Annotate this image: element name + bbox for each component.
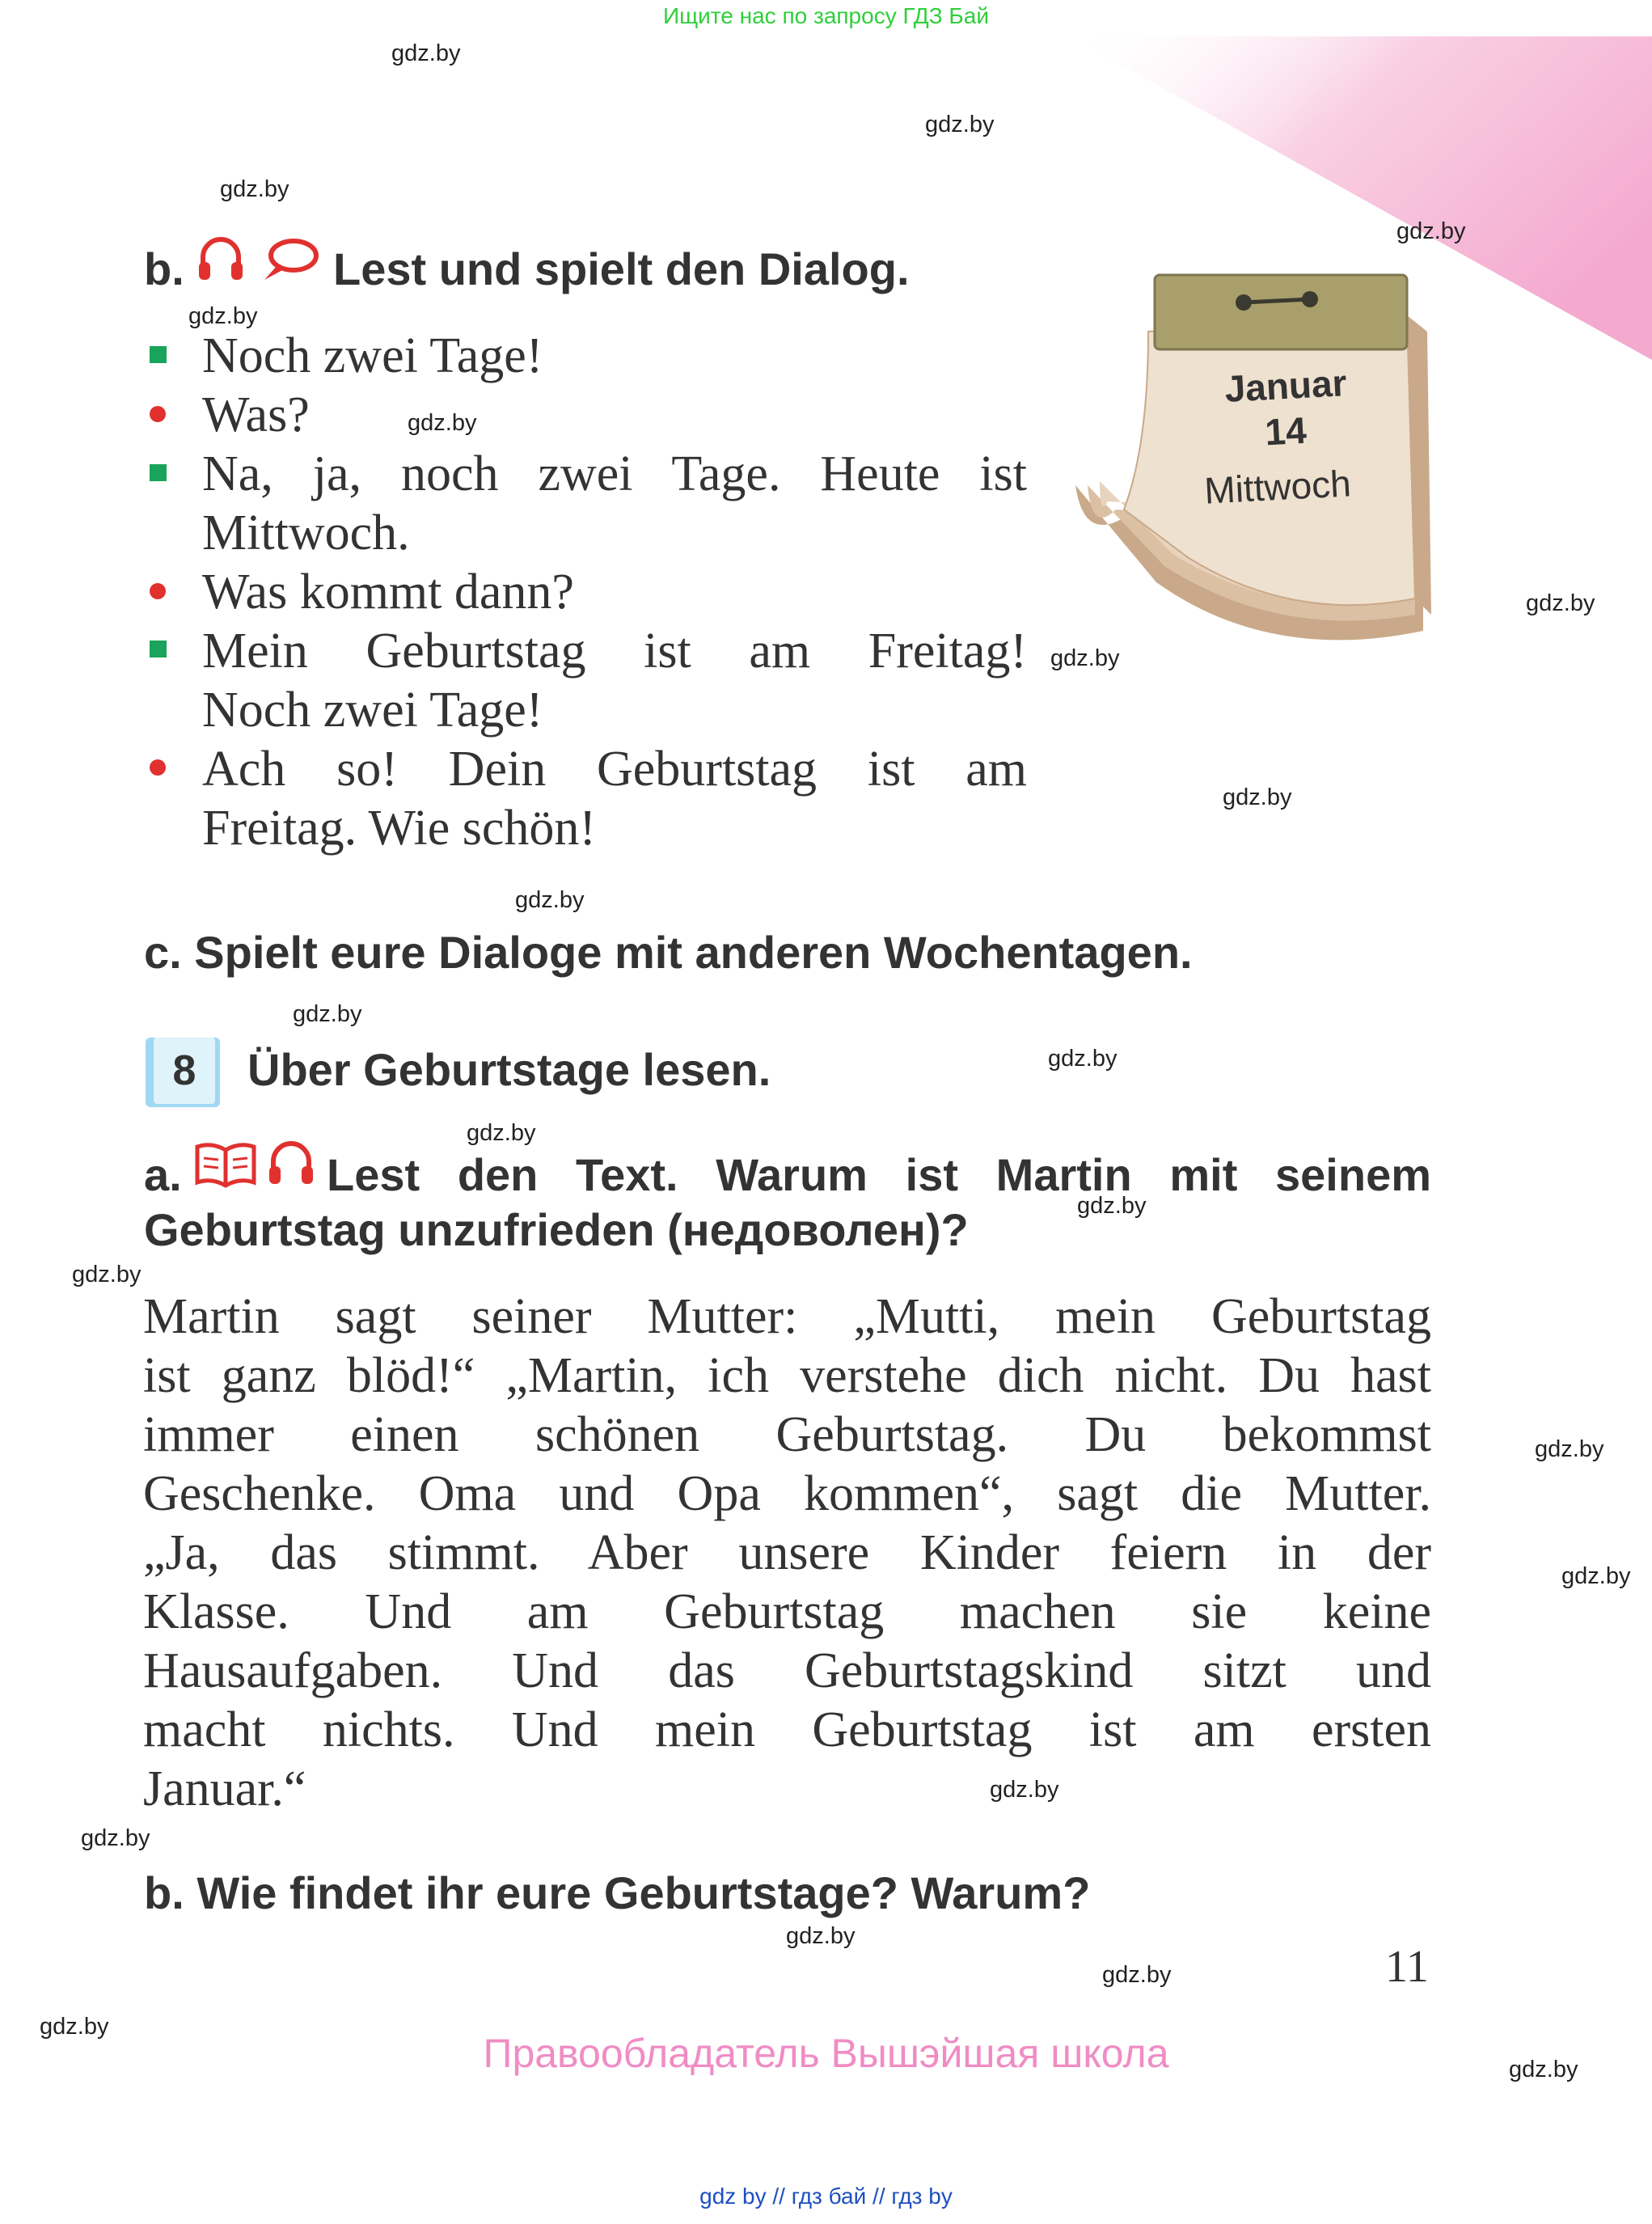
task-a-letter: a. — [144, 1149, 182, 1200]
exercise-title: Über Geburtstage lesen. — [247, 1044, 771, 1095]
exercise-number: 8 — [154, 1038, 215, 1104]
calendar-illustration — [1067, 243, 1439, 647]
reading-text-line: immer einen schönen Geburtstag. Du bekommst — [143, 1407, 1431, 1462]
task-a-question-line2: Geburtstag unzufrieden (недоволен)? — [144, 1204, 969, 1255]
calendar-month: Januar — [1223, 362, 1348, 410]
reading-text-line: Hausaufgaben. Und das Geburtstagskind sitzt und — [143, 1643, 1431, 1698]
task-b-letter: b. — [144, 243, 184, 294]
watermark: gdz.by — [1535, 1436, 1604, 1462]
page-number: 11 — [1385, 1942, 1429, 1992]
watermark: gdz.by — [40, 2014, 109, 2040]
reading-text-line: Klasse. Und am Geburtstag machen sie keine — [143, 1584, 1431, 1639]
watermark: gdz.by — [1396, 218, 1466, 244]
watermark: gdz.by — [515, 887, 585, 913]
dialog-line: Was kommt dann? — [202, 564, 574, 619]
headphones-icon — [196, 235, 245, 285]
task-a-question-line1: Lest den Text. Warum ist Martin mit seinem — [327, 1149, 1431, 1200]
task-b-title: Lest und spielt den Dialog. — [333, 243, 910, 294]
watermark: gdz.by — [1509, 2057, 1578, 2082]
bottom-links[interactable]: gdz by // гдз бай // гдз by — [699, 2184, 953, 2209]
watermark: gdz.by — [220, 176, 289, 202]
watermark: gdz.by — [467, 1120, 536, 1146]
watermark: gdz.by — [786, 1923, 856, 1949]
watermark: gdz.by — [1102, 1962, 1172, 1988]
watermark: gdz.by — [293, 1001, 362, 1027]
speech-bubble-icon — [261, 236, 319, 283]
dialog-line: Mittwoch. — [202, 505, 410, 560]
dialog-line: Was? — [202, 387, 310, 442]
dialog-line: Noch zwei Tage! — [202, 683, 543, 738]
dialog-line: Na, ja, noch zwei Tage. Heute ist — [202, 446, 1027, 501]
bullet-dot-icon — [150, 406, 166, 422]
watermark: gdz.by — [1561, 1563, 1631, 1589]
reading-text-line: „Ja, das stimmt. Aber unsere Kinder feiern in der — [143, 1525, 1431, 1580]
calendar-weekday: Mittwoch — [1203, 462, 1352, 512]
dialog-line: Mein Geburtstag ist am Freitag! — [202, 624, 1027, 679]
watermark: gdz.by — [990, 1777, 1059, 1803]
dialog-line: Ach so! Dein Geburtstag ist am — [202, 742, 1027, 797]
bullet-square-icon — [150, 464, 167, 481]
top-search-note: Ищите нас по запросу ГДЗ Бай — [662, 3, 990, 28]
headphones-icon — [267, 1139, 315, 1189]
bullet-square-icon — [150, 346, 167, 363]
watermark: gdz.by — [1048, 1046, 1118, 1072]
watermark: gdz.by — [1077, 1193, 1147, 1219]
task-c-text: c. Spielt eure Dialoge mit anderen Wochentagen. — [144, 927, 1193, 978]
dialog-line: Freitag. Wie schön! — [202, 801, 597, 856]
watermark: gdz.by — [391, 40, 461, 66]
watermark: gdz.by — [188, 303, 258, 329]
watermark: gdz.by — [1526, 590, 1595, 616]
reading-text-line: Januar.“ — [143, 1761, 306, 1816]
watermark: gdz.by — [408, 410, 477, 436]
watermark: gdz.by — [1050, 645, 1120, 671]
copyright-notice: Правообладатель Вышэйшая школа — [483, 2031, 1169, 2076]
watermark: gdz.by — [1223, 784, 1292, 810]
watermark: gdz.by — [72, 1262, 142, 1287]
dialog-line: Noch zwei Tage! — [202, 328, 543, 383]
reading-text-line: Martin sagt seiner Mutter: „Mutti, mein Geburtstag — [143, 1289, 1431, 1344]
calendar-day: 14 — [1264, 408, 1308, 454]
book-icon — [194, 1140, 257, 1189]
reading-text-line: ist ganz blöd!“ „Martin, ich verstehe dich nicht. Du hast — [143, 1348, 1431, 1403]
bullet-dot-icon — [150, 759, 166, 776]
bullet-square-icon — [150, 641, 167, 657]
watermark: gdz.by — [925, 112, 995, 137]
watermark: gdz.by — [81, 1825, 150, 1851]
bullet-dot-icon — [150, 583, 166, 599]
reading-text-line: Geschenke. Oma und Opa kommen“, sagt die Mutter. — [143, 1466, 1431, 1521]
task-b2-text: b. Wie findet ihr eure Geburtstage? Warum? — [144, 1867, 1091, 1918]
reading-text-line: macht nichts. Und mein Geburtstag ist am ersten — [143, 1702, 1431, 1757]
reading-text — [143, 1287, 1431, 1819]
